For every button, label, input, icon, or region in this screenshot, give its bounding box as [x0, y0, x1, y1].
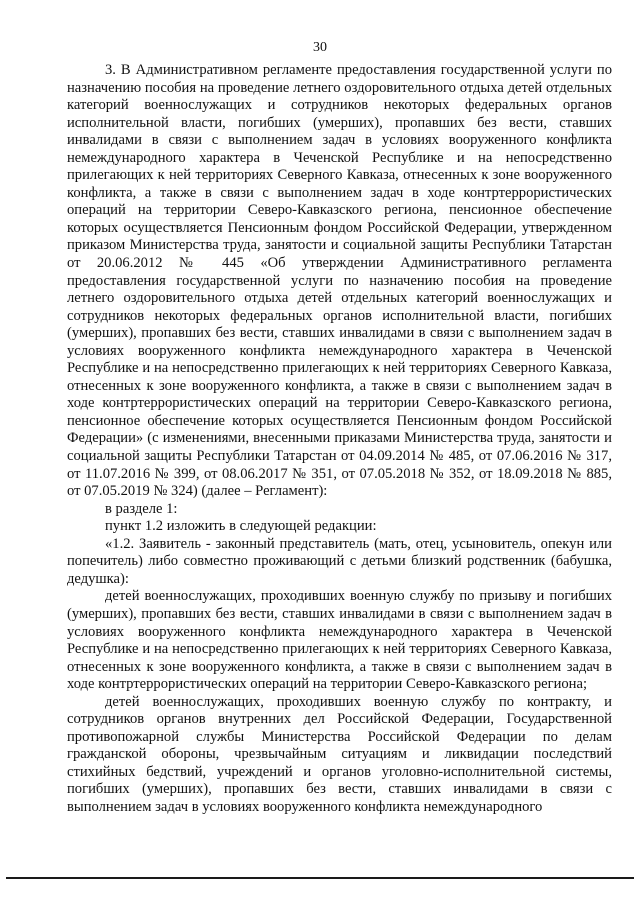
page-bottom-rule [6, 877, 634, 879]
paragraph-section-ref: в разделе 1: [105, 500, 178, 517]
paragraph-amendment-intro: 3. В Административном регламенте предоставления государственной услуги по назначению пособия на проведение летнего оздоровительного отдыха детей отдельных категорий военнослужащих и сотрудников некоторых федеральных органов исполнительной власти, погибших (умерших), пропавших без вести, ставших инвалидами в связи с выполнением задач в условиях вооруженного конфликта немеждународного характера в Чеченской Республике и на непосредственно прилегающих к ней территориях Северного Кавказа, отнесенных к зоне вооруженного конфликта, а также в связи с выполнением задач в ходе контртеррористических операций на территории Северо-Кавказского региона, пенсионное обеспечение которых осуществляется Пенсионным фондом Российской Федерации, утвержденном приказом Министерства труда, занятости и социальной защиты Республики Татарстан от 20.06.2012 № 445 «Об утверждении Административного регламента предоставления государственной услуги по назначению пособия на проведение летнего оздоровительного отдыха детей отдельных категорий военнослужащих и сотрудников некоторых федеральных органов исполнительной власти, погибших (умерших), пропавших без вести, ставших инвалидами в связи с выполнением задач в условиях вооруженного конфликта немеждународного характера в Чеченской Республике и на непосредственно прилегающих к ней территориях Северного Кавказа, отнесенных к зоне вооруженного конфликта, а также в связи с выполнением задач в ходе контртеррористических операций на территории Северо-Кавказского региона, пенсионное обеспечение которых осуществляется Пенсионным фондом Российской Федерации» (с изменениями, внесенными приказами Министерства труда, занятости и социальной защиты Республики Татарстан от 04.09.2014 № 485, от 07.06.2016 № 317, от 11.07.2016 № 399, от 08.06.2017 № 351, от 07.05.2018 № 352, от 18.09.2018 № 885, от 07.05.2019 № 324) (далее – Регламент): [67, 62, 612, 500]
paragraph-contract-children: детей военнослужащих, проходивших военную службу по контракту, и сотрудников органов внутренних дел Российской Федерации, Государственной противопожарной службы Министерства Российской Федерации по делам гражданской обороны, чрезвычайным ситуациям и ликвидации последствий стихийных бедствий, учреждений и органов уголовно-исполнительной системы, погибших (умерших), пропавших без вести, ставших инвалидами в связи с выполнением задач в условиях вооруженного конфликта немеждународного [67, 693, 612, 815]
page-number: 30 [313, 40, 327, 55]
paragraph-conscript-children: детей военнослужащих, проходивших военную службу по призыву и погибших (умерших), пропавших без вести, ставших инвалидами в связи с выполнением задач в условиях вооруженного конфликта немеждународного характера в Чеченской Республике и на непосредственно прилегающих к ней территориях Северного Кавказа, отнесенных к зоне вооруженного конфликта, а также в связи с выполнением задач в ходе контртеррористических операций на территории Северо-Кавказского региона; [67, 588, 612, 693]
document-body [67, 62, 612, 817]
paragraph-clause-instruction: пункт 1.2 изложить в следующей редакции: [105, 518, 377, 535]
paragraph-applicant-definition: «1.2. Заявитель - законный представитель (мать, отец, усыновитель, опекун или попечитель) либо совместно проживающий с детьми близкий родственник (бабушка, дедушка): [67, 535, 612, 587]
